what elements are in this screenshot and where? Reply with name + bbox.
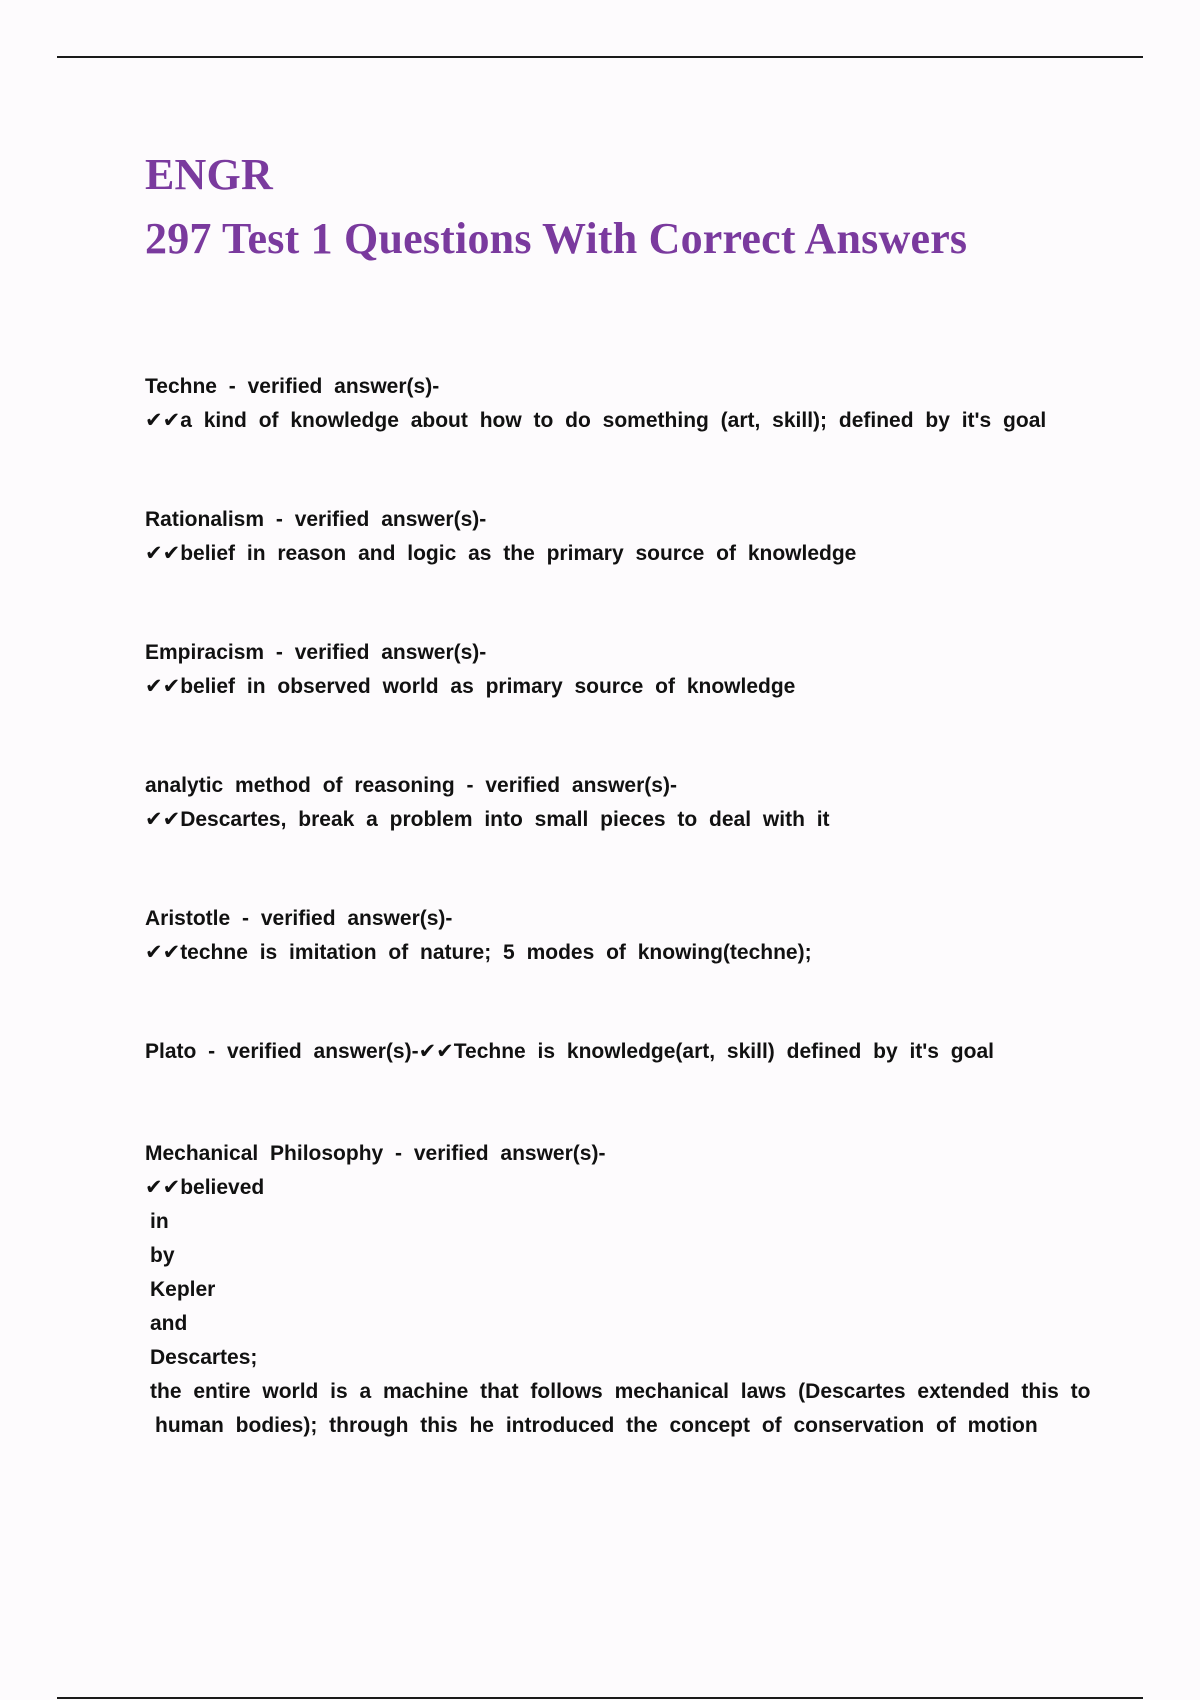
title-line-2: 297 Test 1 Questions With Correct Answers (145, 214, 968, 263)
question-text: analytic method of reasoning - verified answer(s)- (145, 774, 677, 797)
qa-list (145, 370, 1105, 1508)
qa-item-empiracism (145, 636, 1105, 704)
answer-line: in (150, 1210, 169, 1233)
qa-item-mechanical-philosophy (145, 1137, 1105, 1443)
top-rule (57, 56, 1143, 58)
answer-line: and (150, 1312, 188, 1335)
qa-item-aristotle (145, 902, 1105, 970)
answer-text: ✔✔techne is imitation of nature; 5 modes of knowing(techne); (145, 941, 812, 964)
document-title (145, 146, 967, 274)
bottom-rule (57, 1697, 1143, 1699)
question-text: Rationalism - verified answer(s)- (145, 508, 487, 531)
answer-text: ✔✔a kind of knowledge about how to do something (art, skill); defined by it's goal (145, 409, 1047, 432)
answer-line: ✔✔believed (145, 1176, 265, 1199)
answer-line: by (150, 1244, 175, 1267)
qa-item-techne (145, 370, 1105, 438)
answer-text: ✔✔Descartes, break a problem into small pieces to deal with it (145, 808, 830, 831)
question-text: Techne - verified answer(s)- (145, 375, 440, 398)
question-answer-text: Plato - verified answer(s)-✔✔Techne is knowledge(art, skill) defined by it's goal (145, 1040, 994, 1063)
answer-line: human bodies); through this he introduced the concept of conservation of motion (155, 1414, 1038, 1437)
answer-text: ✔✔belief in observed world as primary source of knowledge (145, 675, 796, 698)
qa-item-analytic-method (145, 769, 1105, 837)
question-text: Aristotle - verified answer(s)- (145, 907, 453, 930)
answer-text: ✔✔belief in reason and logic as the primary source of knowledge (145, 542, 857, 565)
qa-item-rationalism (145, 503, 1105, 571)
answer-line: Kepler (150, 1278, 216, 1301)
question-text: Mechanical Philosophy - verified answer(s)- (145, 1142, 606, 1165)
answer-line: Descartes; (150, 1346, 258, 1369)
question-text: Empiracism - verified answer(s)- (145, 641, 487, 664)
qa-item-plato (145, 1035, 1105, 1069)
answer-line: the entire world is a machine that follows mechanical laws (Descartes extended this to (150, 1380, 1091, 1403)
title-line-1: ENGR (145, 150, 273, 199)
